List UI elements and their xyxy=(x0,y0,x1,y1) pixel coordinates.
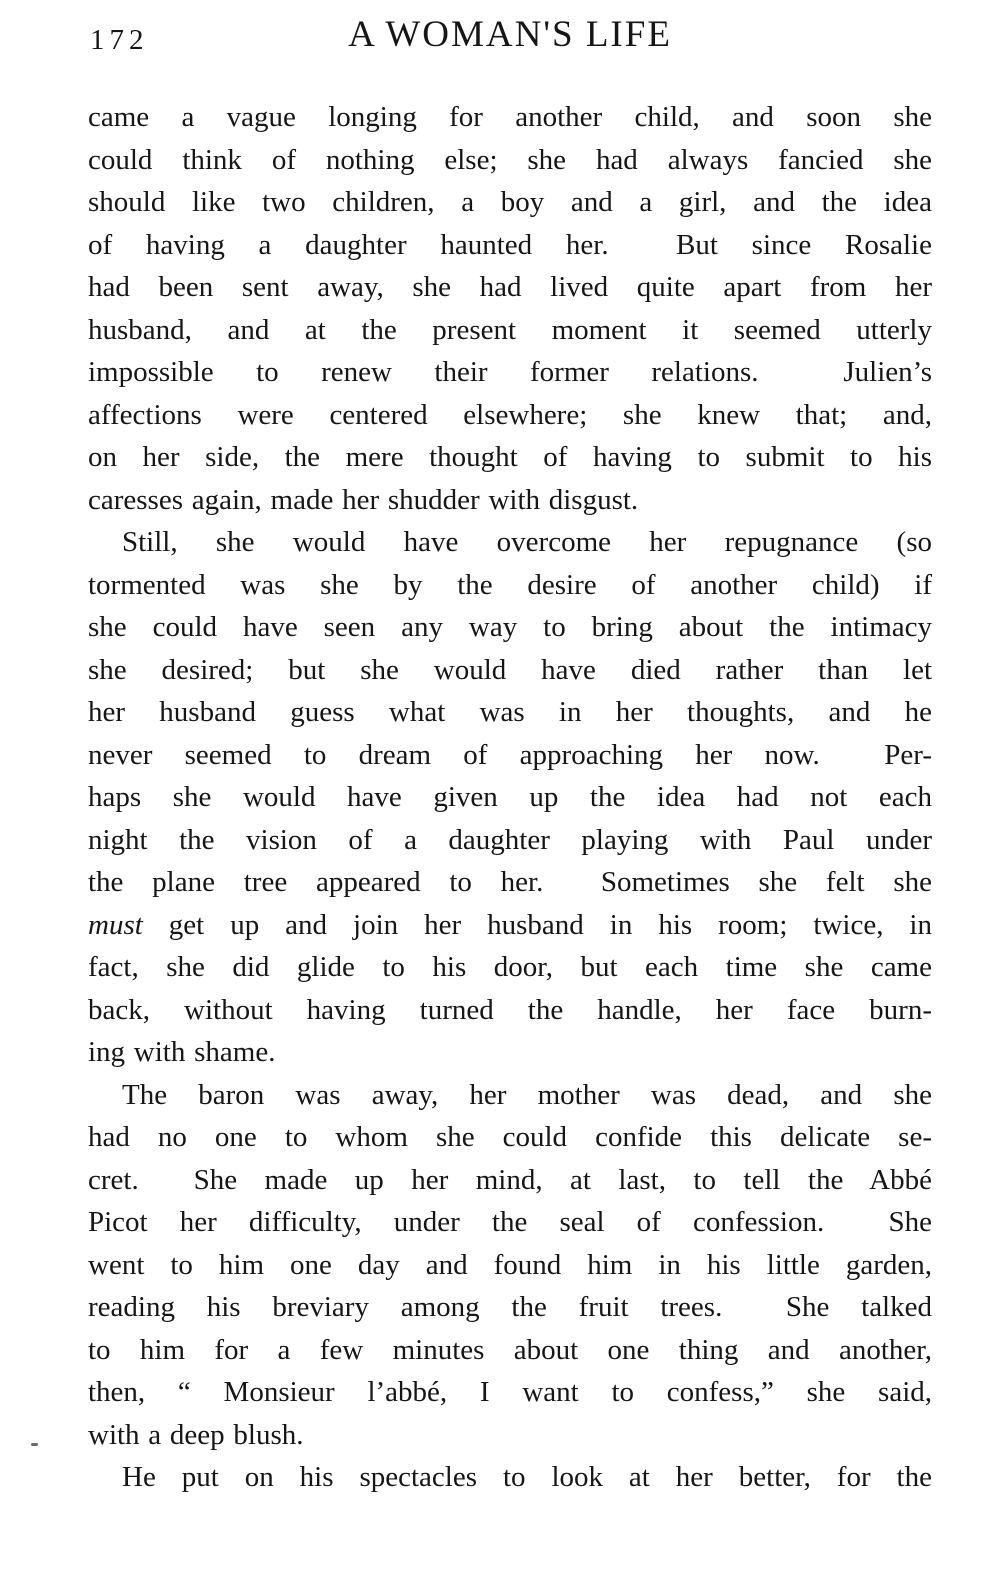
text-line: affections were centered elsewhere; she knew that; and, xyxy=(88,398,932,431)
running-title: A WOMAN'S LIFE xyxy=(348,14,672,55)
text-line: tormented was she by the desire of another child) if xyxy=(88,568,932,601)
text-line: went to him one day and found him in his little garden, xyxy=(88,1248,932,1281)
text-line: the plane tree appeared to her. Sometimes she felt she xyxy=(88,866,932,898)
text-line: impossible to renew their former relations. Julien’s xyxy=(88,356,932,388)
page-number: 172 xyxy=(90,24,149,56)
text-line: cret. She made up her mind, at last, to tell the Abbé xyxy=(88,1163,932,1196)
text-line: ing with shame. xyxy=(88,1036,276,1068)
text-line: she could have seen any way to bring about the intimacy xyxy=(88,611,932,643)
text-line: on her side, the mere thought of having to submit to his xyxy=(88,441,932,473)
text-line: never seemed to dream of approaching her now. Per- xyxy=(88,738,932,771)
text-line: Still, she would have overcome her repugnance (so xyxy=(122,526,932,558)
text-line: husband, and at the present moment it seemed utterly xyxy=(88,313,932,346)
text-line: of having a daughter haunted her. But since Rosalie xyxy=(88,228,932,261)
text-line: haps she would have given up the idea had not each xyxy=(88,781,932,813)
ink-speck xyxy=(31,1443,38,1446)
text-line: with a deep blush. xyxy=(88,1418,304,1451)
text-line: reading his breviary among the fruit trees. She talked xyxy=(88,1291,932,1323)
text-line: her husband guess what was in her thoughts, and he xyxy=(88,696,932,728)
text-line: The baron was away, her mother was dead, and she xyxy=(122,1078,932,1111)
text-line: He put on his spectacles to look at her better, for the xyxy=(122,1461,932,1493)
text-line: Picot her difficulty, under the seal of confession. She xyxy=(88,1206,932,1238)
page-text xyxy=(88,96,932,1499)
text-line: must get up and join her husband in his room; twice, in xyxy=(88,908,932,941)
text-line: could think of nothing else; she had always fancied she xyxy=(88,143,932,176)
text-line: night the vision of a daughter playing with Paul under xyxy=(88,823,932,856)
text-line: to him for a few minutes about one thing and another, xyxy=(88,1333,932,1366)
text-line: had no one to whom she could confide this delicate se- xyxy=(88,1121,932,1153)
text-line: had been sent away, she had lived quite apart from her xyxy=(88,271,932,303)
text-line: then, “ Monsieur l’abbé, I want to confess,” she said, xyxy=(88,1376,932,1408)
page-header xyxy=(88,0,932,70)
text-line: came a vague longing for another child, and soon she xyxy=(88,101,932,133)
text-line: should like two children, a boy and a girl, and the idea xyxy=(88,186,932,218)
text-line: she desired; but she would have died rather than let xyxy=(88,653,932,686)
text-line: fact, she did glide to his door, but each time she came xyxy=(88,951,932,983)
text-line: back, without having turned the handle, her face burn- xyxy=(88,993,932,1026)
text-line: caresses again, made her shudder with disgust. xyxy=(88,483,639,516)
emphasized-word: must xyxy=(88,908,143,941)
